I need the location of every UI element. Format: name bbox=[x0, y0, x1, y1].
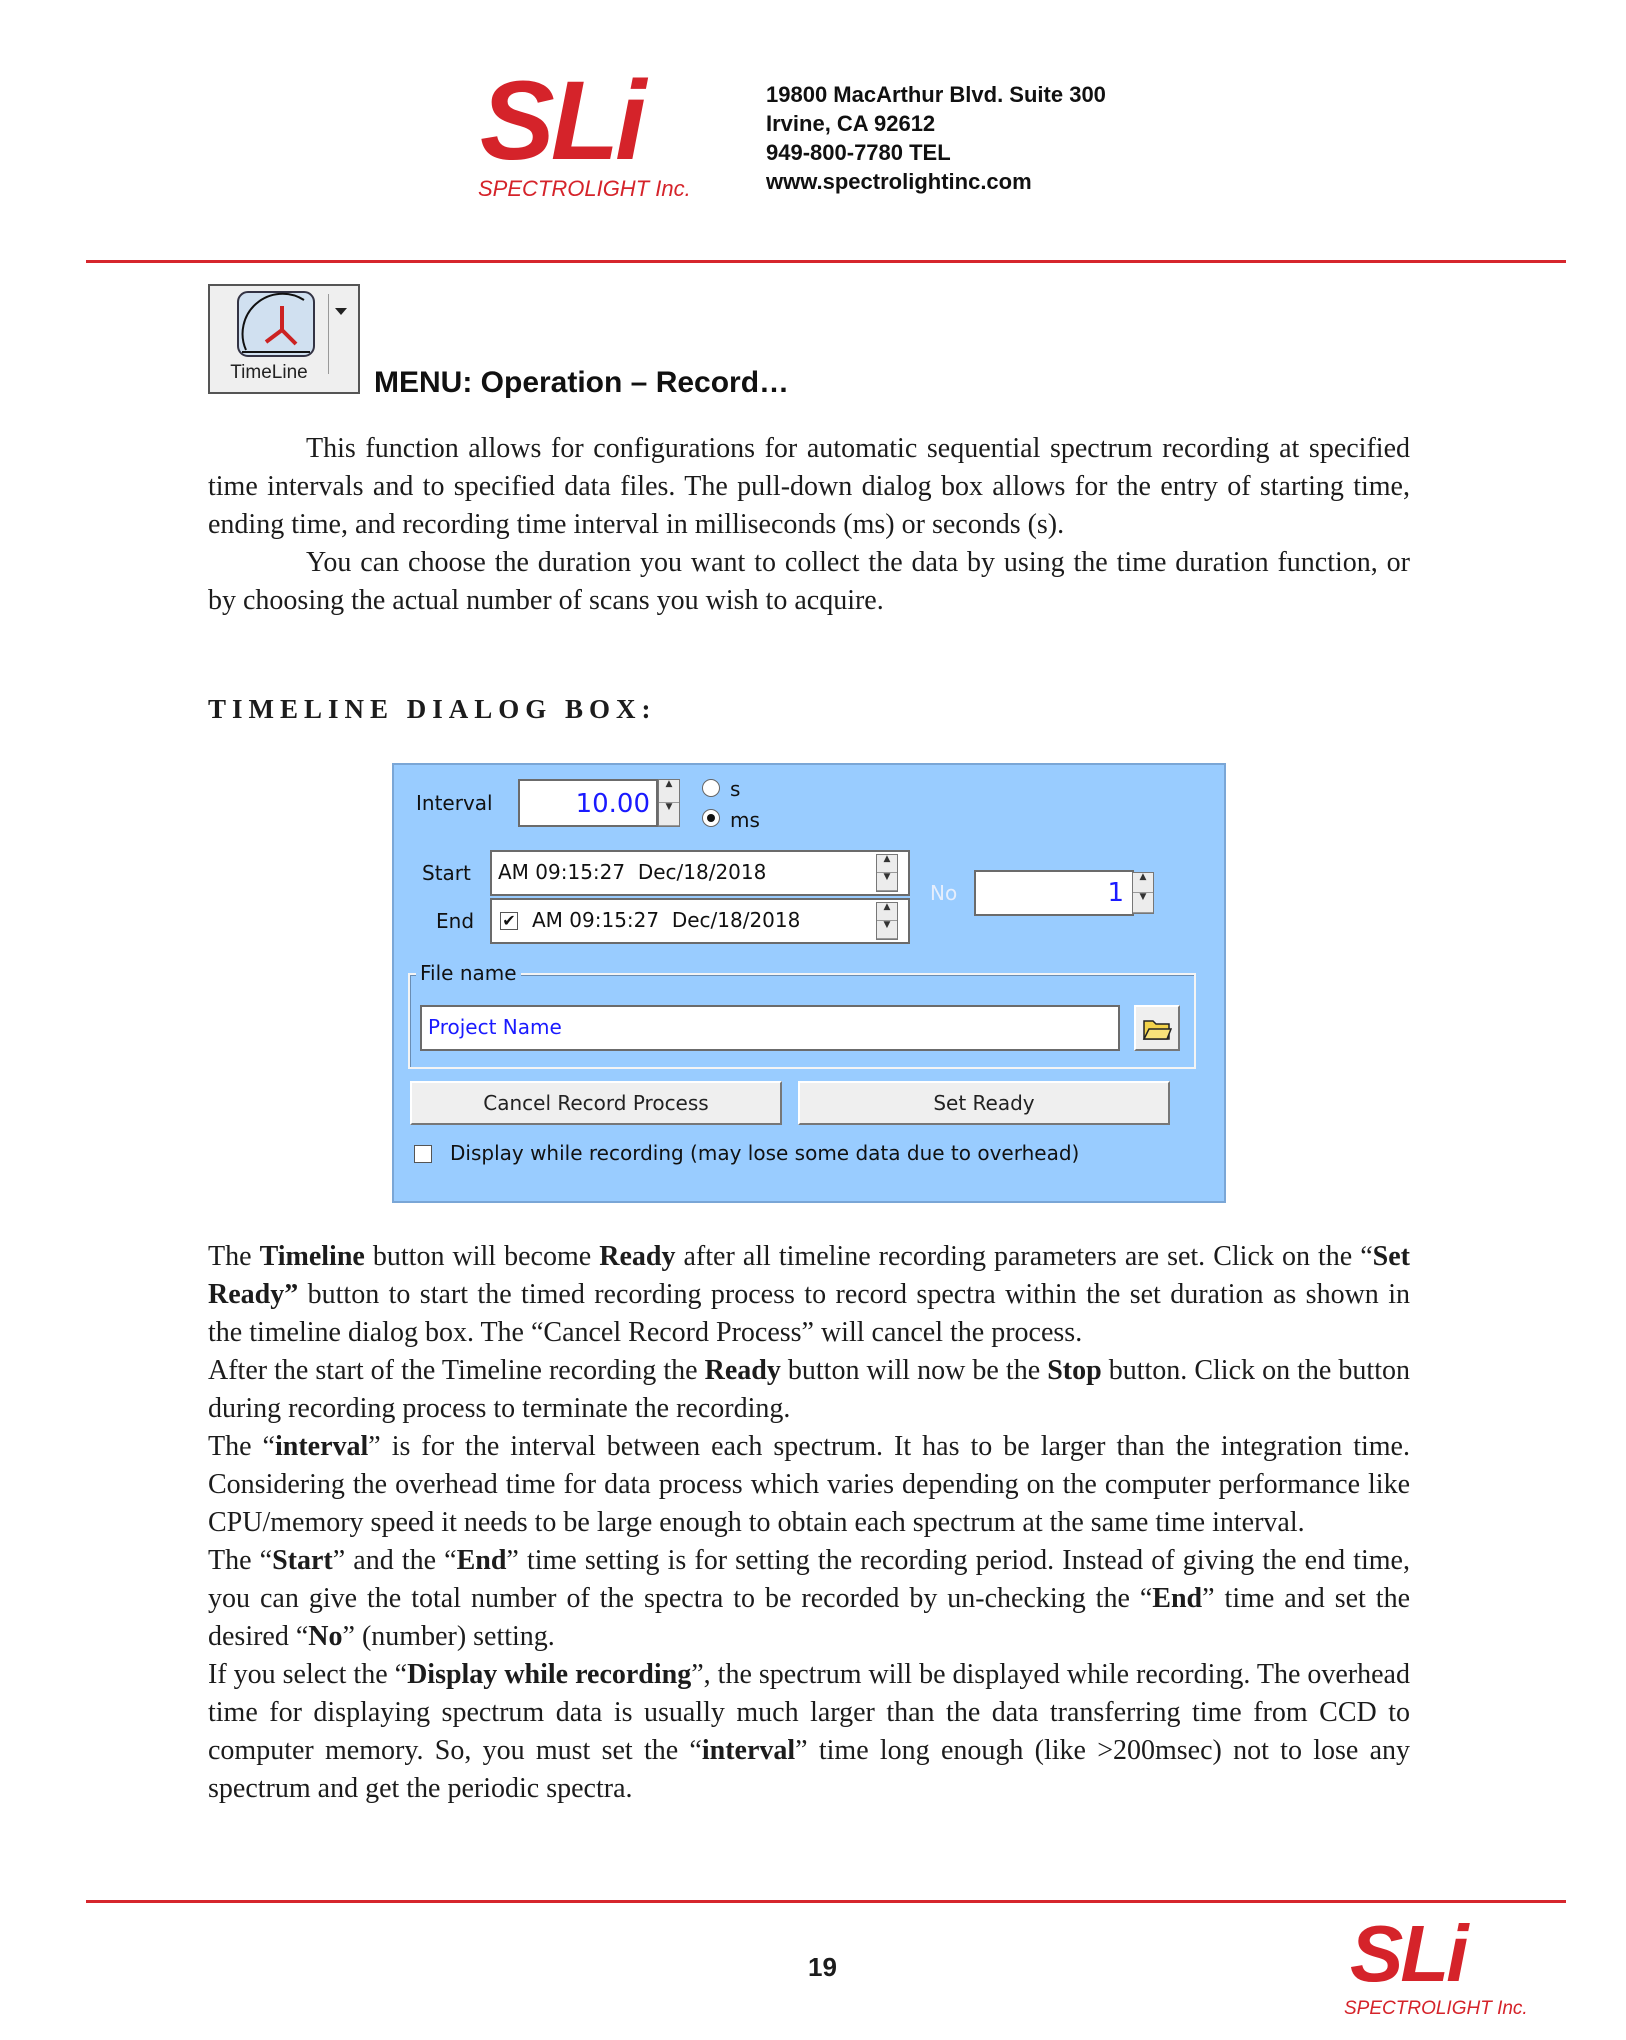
file-name-group bbox=[408, 961, 1196, 1069]
start-value: AM 09:15:27 Dec/18/2018 bbox=[498, 860, 767, 884]
start-label: Start bbox=[422, 861, 471, 885]
end-value: AM 09:15:27 Dec/18/2018 bbox=[532, 908, 801, 932]
file-name-value: Project Name bbox=[428, 1015, 562, 1039]
intro-paragraph: This function allows for configurations for automatic sequential spectrum recording at specified time intervals and to specified data files. The pull-down dialog box allows for the entry of starting time, ending time, and recording time interval in milliseconds (ms) or seconds (s). bbox=[208, 433, 1410, 540]
address-line: www.spectrolightinc.com bbox=[766, 169, 1032, 194]
radio-seconds[interactable] bbox=[702, 779, 720, 797]
milliseconds-label: ms bbox=[730, 808, 760, 832]
radio-milliseconds[interactable] bbox=[702, 809, 720, 827]
footer-logo-subtitle: SPECTROLIGHT Inc. bbox=[1344, 1998, 1528, 2019]
interval-label: Interval bbox=[416, 791, 493, 815]
scan-count-value: 1 bbox=[1107, 878, 1124, 908]
body-paragraph: The “interval” is for the interval between each spectrum. It has to be larger than the integration time. Considering the overhead time for data process which varies depending on the computer performance like CPU/memory speed it needs to be large enough to obtain each spectrum at the same time interval. bbox=[208, 1431, 1410, 1538]
browse-folder-button[interactable] bbox=[1134, 1005, 1180, 1051]
seconds-label: s bbox=[730, 777, 741, 801]
end-spinner[interactable]: ▲ ▼ bbox=[876, 902, 898, 940]
logo-subtitle: SPECTROLIGHT Inc. bbox=[478, 176, 691, 201]
timeline-dialog bbox=[392, 763, 1226, 1203]
address-line: 19800 MacArthur Blvd. Suite 300 bbox=[766, 82, 1106, 107]
start-datetime-input[interactable] bbox=[490, 850, 910, 896]
set-ready-button[interactable]: Set Ready bbox=[798, 1081, 1170, 1125]
footer-rule bbox=[86, 1900, 1566, 1903]
logo-text: SLi bbox=[480, 58, 643, 183]
display-while-recording-checkbox[interactable] bbox=[414, 1145, 432, 1163]
menu-title: MENU: Operation – Record… bbox=[374, 366, 790, 399]
body-text bbox=[208, 1238, 1410, 1808]
start-spinner[interactable]: ▲ ▼ bbox=[876, 854, 898, 892]
timeline-toolbar-button[interactable] bbox=[208, 284, 360, 394]
scan-count-input[interactable] bbox=[974, 870, 1134, 916]
header-logo bbox=[470, 58, 760, 210]
footer-logo-text: SLi bbox=[1350, 1909, 1466, 1998]
file-name-label: File name bbox=[416, 961, 521, 985]
body-paragraph: If you select the “Display while recording”, the spectrum will be displayed while recording. The overhead time for displaying spectrum data is usually much larger than the data transferring time from CCD to computer memory. So, you must set the “interval” time long enough (like >200msec) not to lose any spectrum and get the periodic spectra. bbox=[208, 1659, 1411, 1804]
clock-icon bbox=[236, 290, 316, 358]
display-while-recording-label: Display while recording (may lose some data due to overhead) bbox=[450, 1141, 1080, 1165]
no-label: No bbox=[930, 881, 958, 905]
timeline-button-label: TimeLine bbox=[230, 362, 308, 383]
company-address bbox=[766, 80, 1106, 196]
end-label: End bbox=[436, 909, 475, 933]
file-name-input[interactable] bbox=[420, 1005, 1120, 1051]
address-line: 949-800-7780 TEL bbox=[766, 140, 951, 165]
page-number: 19 bbox=[808, 1952, 837, 1982]
end-checkbox[interactable]: ✔ bbox=[500, 912, 518, 930]
chevron-down-icon[interactable] bbox=[328, 294, 353, 374]
body-paragraph: The Timeline button will become Ready after all timeline recording parameters are set. Click on the “Set Ready” button to start the timed recording process to record spectra within the set duration as shown in the timeline dialog box. The “Cancel Record Process” will cancel the process. bbox=[208, 1241, 1410, 1348]
folder-icon bbox=[1142, 1015, 1172, 1041]
interval-input[interactable] bbox=[518, 779, 658, 827]
interval-spinner[interactable]: ▲ ▼ bbox=[658, 779, 680, 827]
section-title: TIMELINE DIALOG BOX: bbox=[208, 694, 657, 724]
intro-text bbox=[208, 430, 1410, 620]
body-paragraph: After the start of the Timeline recording the Ready button will now be the Stop button. Click on the button during recording process to terminate the recording. bbox=[208, 1355, 1410, 1424]
end-datetime-input[interactable] bbox=[490, 898, 910, 944]
cancel-record-button[interactable]: Cancel Record Process bbox=[410, 1081, 782, 1125]
footer-logo bbox=[1340, 1909, 1570, 2026]
body-paragraph: The “Start” and the “End” time setting is for setting the recording period. Instead of giving the end time, you can give the total number of the spectra to be recorded by un-checking the “End” time and set the desired “No” (number) setting. bbox=[208, 1545, 1410, 1652]
scan-count-spinner[interactable]: ▲ ▼ bbox=[1132, 872, 1154, 914]
address-line: Irvine, CA 92612 bbox=[766, 111, 936, 136]
interval-value: 10.00 bbox=[575, 789, 650, 819]
header-rule bbox=[86, 260, 1566, 263]
intro-paragraph: You can choose the duration you want to collect the data by using the time duration function, or by choosing the actual number of scans you wish to acquire. bbox=[208, 547, 1410, 616]
